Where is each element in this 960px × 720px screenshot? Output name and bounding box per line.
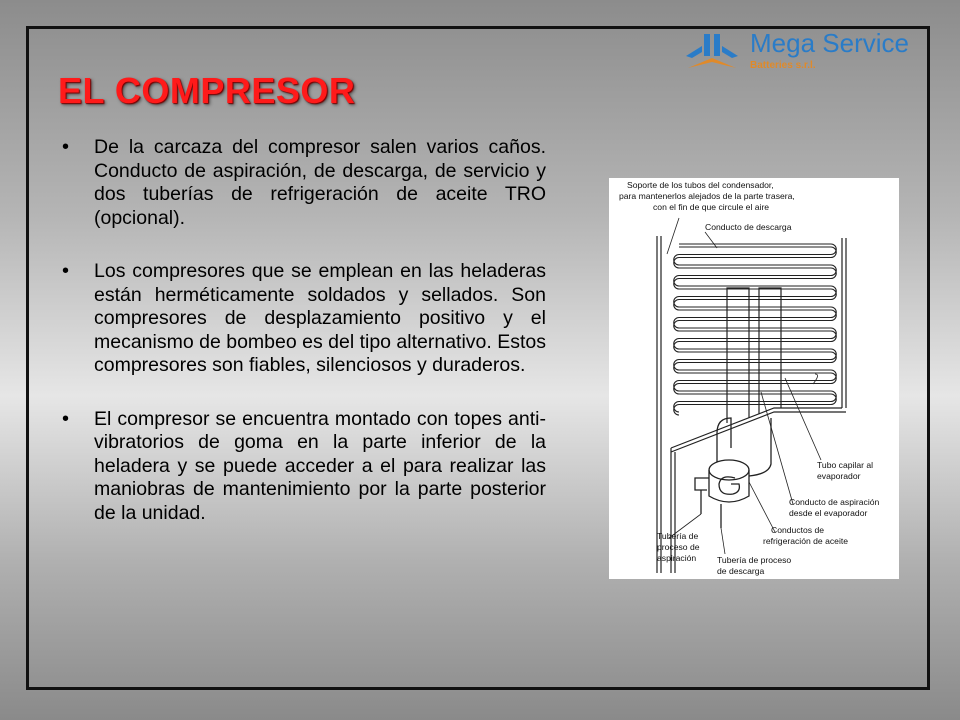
label-capillary-1: Tubo capilar al — [817, 460, 874, 470]
label-capillary-2: evaporador — [817, 471, 861, 481]
compressor-diagram-svg — [609, 178, 899, 579]
compressor-diagram — [609, 178, 899, 579]
bullet-item: • El compresor se encuentra montado con topes anti-vibratorios de goma en la parte inferior de la heladera y se puede acceder a el para realizar las maniobras de mantenimiento por la parte posterior de la unidad. — [60, 408, 546, 526]
label-process-suction-3: aspiración — [657, 553, 697, 563]
slide-title: EL COMPRESOR — [58, 70, 356, 111]
label-support-3: con el fin de que circule el aire — [653, 202, 770, 212]
label-suction-2: desde el evaporador — [789, 508, 868, 518]
label-discharge: Conducto de descarga — [705, 222, 792, 232]
bullet-list — [60, 136, 546, 555]
bullet-item: • De la carcaza del compresor salen varios caños. Conducto de aspiración, de descarga, de servicio y dos tuberías de refrigeración de aceite TRO (opcional). — [60, 136, 546, 230]
label-support-2: para mantenerlos alejados de la parte trasera, — [619, 191, 795, 201]
logo-name: Mega Service — [750, 28, 909, 58]
label-process-discharge-1: Tubería de proceso — [717, 555, 792, 565]
label-process-discharge-2: de descarga — [717, 566, 765, 576]
label-support-1: Soporte de los tubos del condensador, — [627, 180, 774, 190]
label-oil-2: refrigeración de aceite — [763, 536, 849, 546]
label-process-suction-1: Tubería de — [657, 531, 699, 541]
logo-mark-icon — [684, 32, 740, 72]
logo-subtitle: Batteries s.r.l. — [750, 60, 816, 71]
condenser-coil-shadow — [674, 247, 837, 415]
label-process-suction-2: proceso de — [657, 542, 700, 552]
label-suction-1: Conducto de aspiración — [789, 497, 880, 507]
label-oil-1: Conductos de — [771, 525, 825, 535]
company-logo — [684, 30, 930, 74]
bullet-item: • Los compresores que se emplean en las heladeras están herméticamente soldados y sellados. Son compresores de desplazamiento positivo y el mecanismo de bombeo es del tipo alternativo. Estos compresores son fiables, silenciosos y duraderos. — [60, 260, 546, 378]
condenser-coil — [674, 244, 837, 412]
